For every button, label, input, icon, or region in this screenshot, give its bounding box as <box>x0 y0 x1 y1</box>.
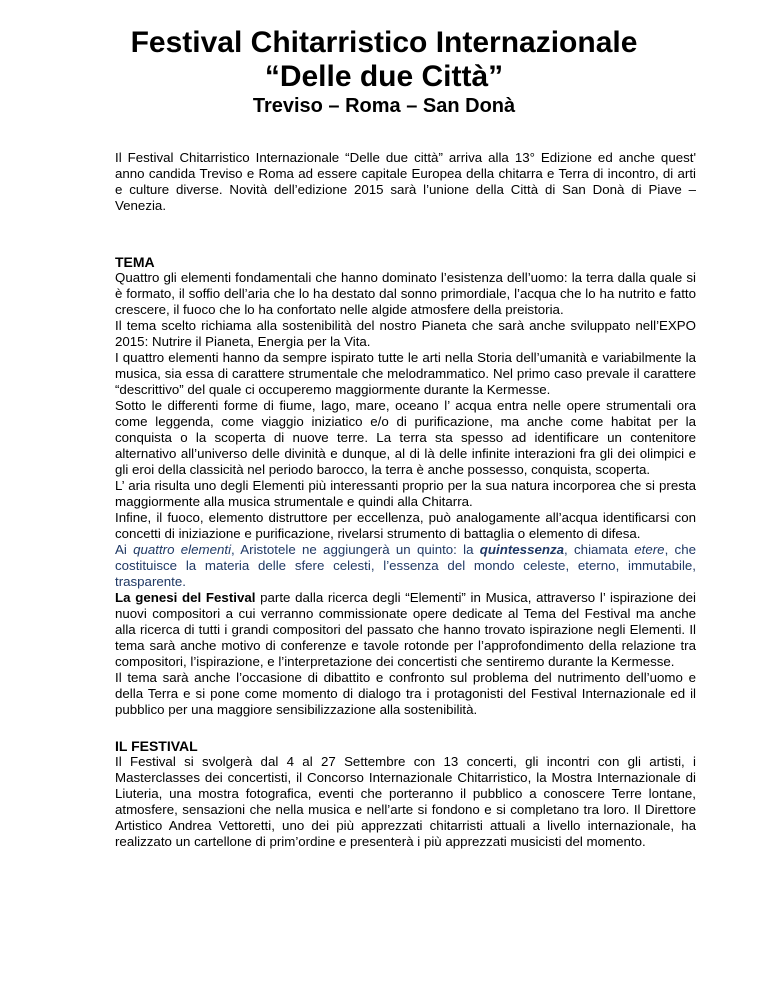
p7-etere: etere <box>634 542 665 557</box>
p7-text-c: , Aristotele ne aggiungerà un quinto: la <box>231 542 480 557</box>
page-subtitle: Treviso – Roma – San Donà <box>252 95 516 117</box>
tema-section-body <box>115 270 696 718</box>
tema-paragraph-2: Il tema scelto richiama alla sostenibilità del nostro Pianeta che sarà anche sviluppato nell’EXPO 2015: Nutrire il Pianeta, Energia per la Vita. <box>115 318 696 349</box>
tema-paragraph-8 <box>115 590 696 670</box>
p7-quintessenza: quintessenza <box>479 542 565 557</box>
p7-quattro-elementi: quattro elementi <box>133 542 232 557</box>
section-heading-tema: TEMA <box>115 254 155 270</box>
tema-paragraph-7 <box>115 542 696 590</box>
section-heading-festival: IL FESTIVAL <box>115 738 198 754</box>
p7-text-e: , chiamata <box>564 542 635 557</box>
tema-paragraph-5: L’ aria risulta uno degli Elementi più interessanti proprio per la sua natura incorporea che si presta maggiormente alla musica strumentale e quindi alla Chitarra. <box>115 478 696 509</box>
genesi-festival-bold: La genesi del Festival <box>115 590 256 605</box>
festival-paragraph: Il Festival si svolgerà dal 4 al 27 Settembre con 13 concerti, gli incontri con gli artisti, i Masterclasses dei concertisti, il Concorso Internazionale Chitarristico, la Mostra Internazionale di Liuteria, una mostra fotografica, eventi che porteranno il pubblico a conoscere Terre lontane, atmosfere, sensazioni che nella musica e nell’arte si fondono e si completano tra loro. Il Direttore Artistico Andrea Vettoretti, uno dei più apprezzati chitarristi attuali a livello internazionale, ha realizzato un cartellone di prim’ordine e presenterà i più apprezzati musicisti del momento. <box>115 754 696 849</box>
p8-text: parte dalla ricerca degli “Elementi” in Musica, attraverso l’ ispirazione dei nuovi compositori a cui verranno commissionate opere dedicate al Tema del Festival ma anche alla ricerca di tutti i grandi compositori del passato che hanno trovato ispirazione negli Elementi. Il tema sarà anche motivo di conferenze e tavole rotonde per l’approfondimento della relazione tra compositori, l’ispirazione, e l’interpretazione dei concertisti che sentiremo durante la Kermesse. <box>115 590 696 669</box>
page-title-line1: Festival Chitarristico Internazionale <box>130 26 638 59</box>
tema-paragraph-9: Il tema sarà anche l’occasione di dibattito e confronto sul problema del nutrimento dell’uomo e della Terra e si pone come momento di dialogo tra i protagonisti del Festival Internazionale ed il pubblico per una maggiore sensibilizzazione alla sostenibilità. <box>115 670 696 717</box>
intro-paragraph: Il Festival Chitarristico Internazionale “Delle due città” arriva alla 13° Edizione ed anche quest' anno candida Treviso e Roma ad essere capitale Europea della chitarra e Terra di incontro, di arti e culture diverse. Novità dell’edizione 2015 sarà l’unione della Città di San Donà di Piave – Venezia. <box>115 150 696 213</box>
p7-text-g: , che costituisce la materia delle sfere celesti, l’essenza del mondo celeste, eterno, immutabile, trasparente. <box>115 542 696 589</box>
tema-paragraph-3: I quattro elementi hanno da sempre ispirato tutte le arti nella Storia dell’umanità e variabilmente la musica, sia essa di carattere strumentale che melodrammatico. Nel primo caso prevale il carattere “descrittivo” del quale ci occuperemo maggiormente durante la Kermesse. <box>115 350 696 397</box>
page-title-line2: “Delle due Città” <box>264 60 504 93</box>
tema-paragraph-4: Sotto le differenti forme di fiume, lago, mare, oceano l’ acqua entra nelle opere strumentali ora come leggenda, come viaggio iniziatico e/o di purificazione, ma anche come habitat per la conquista o la scoperta di nuove terre. La terra sta spesso ad identificare un contenitore alternativo all’universo delle divinità e dunque, al di là delle infinite interazioni fra gli dei olimpici e gli eroi della classicità nel periodo barocco, la terra è anche possesso, conquista, scoperta. <box>115 398 696 477</box>
p7-text-a: Ai <box>115 542 134 557</box>
tema-paragraph-1: Quattro gli elementi fondamentali che hanno dominato l’esistenza dell’uomo: la terra dalla quale si è formato, il soffio dell’aria che lo ha destato dal sonno primordiale, l’acqua che lo ha nutrito e fatto crescere, il fuoco che lo ha confortato nelle algide atmosfere della preistoria. <box>115 270 696 317</box>
tema-paragraph-6: Infine, il fuoco, elemento distruttore per eccellenza, può analogamente all’acqua identificarsi con concetti di iniziazione e purificazione, rivelarsi strumento di battaglia o elemento di difesa. <box>115 510 696 541</box>
